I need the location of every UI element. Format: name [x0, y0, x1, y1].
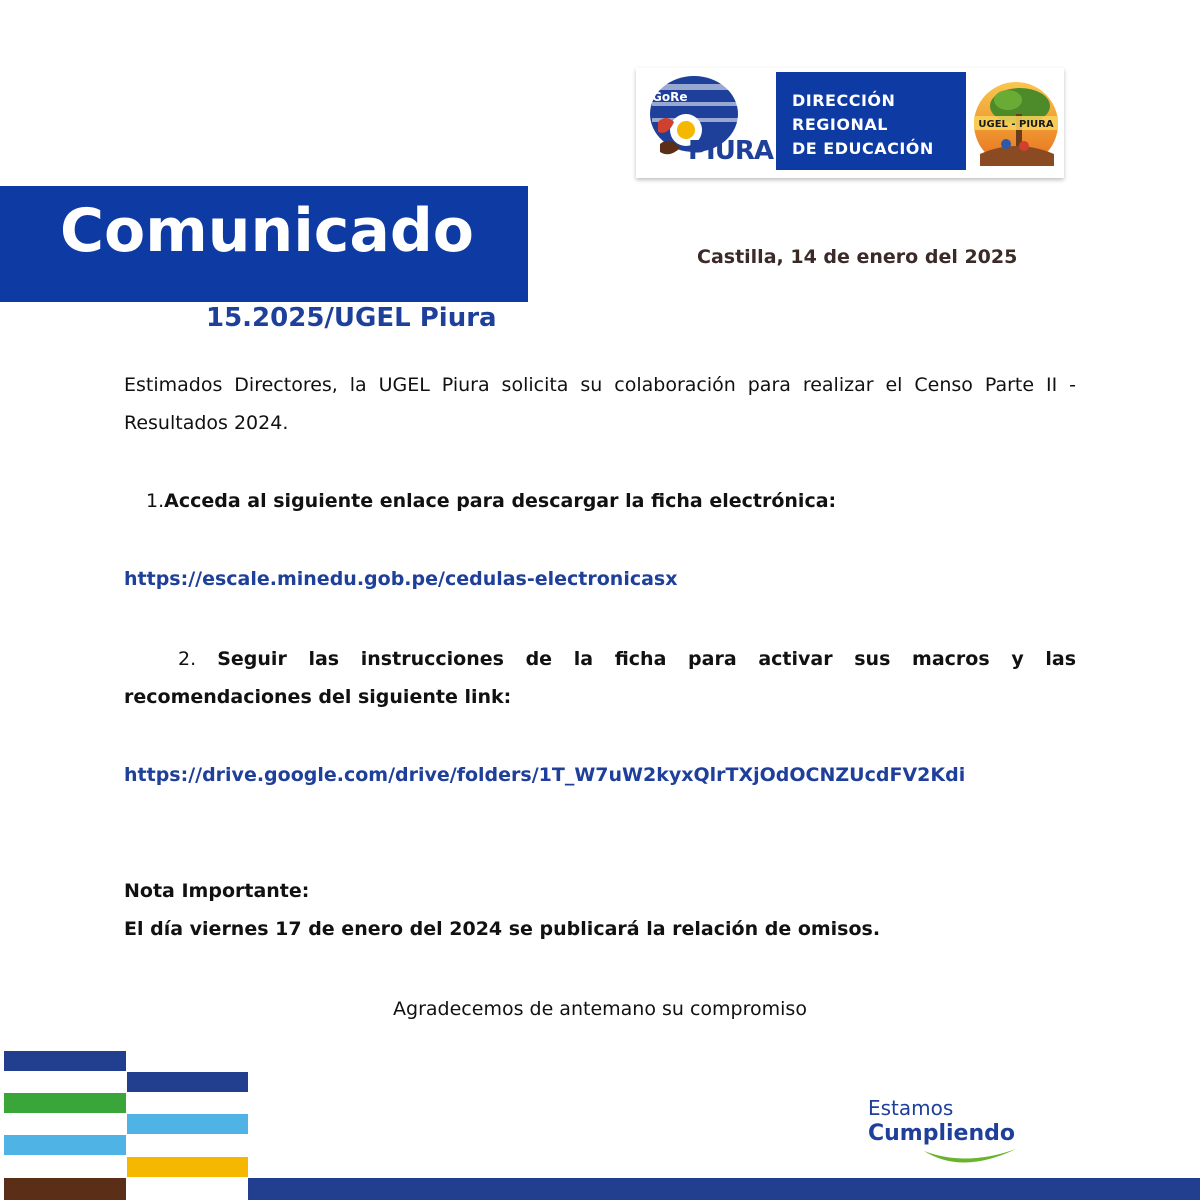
- note-text: El día viernes 17 de enero del 2024 se publicará la relación de omisos.: [124, 918, 881, 940]
- step-1-text: Acceda al siguiente enlace para descargar la ficha electrónica:: [164, 490, 837, 512]
- slogan-line-1: Estamos: [868, 1096, 954, 1120]
- dre-line-3: DE EDUCACIÓN: [792, 139, 934, 158]
- deco-bar-lightblue-2: [4, 1135, 126, 1155]
- footer-line: [248, 1178, 1200, 1200]
- deco-bar-yellow: [127, 1157, 248, 1177]
- ugel-logo-text: UGEL - PIURA: [978, 119, 1054, 130]
- slogan-swoosh-icon: [922, 1145, 1018, 1171]
- header-logo-strip: [636, 68, 1064, 178]
- slogan-line-2: Cumpliendo: [868, 1121, 1016, 1146]
- escale-link[interactable]: https://escale.minedu.gob.pe/cedulas-electronicasx: [124, 568, 678, 590]
- step-2-text: Seguir las instrucciones de la ficha para activar sus macros y las recomendaciones del siguiente link:: [124, 648, 1077, 708]
- gore-logo-small-text: GoRe: [652, 90, 688, 104]
- communique-number: 15.2025/UGEL Piura: [206, 303, 497, 333]
- link-1-row: [124, 560, 1076, 598]
- deco-bar-brown: [4, 1178, 126, 1200]
- thanks-line: Agradecemos de antemano su compromiso: [393, 998, 807, 1020]
- deco-bar-lightblue-1: [127, 1114, 248, 1134]
- drive-link[interactable]: https://drive.google.com/drive/folders/1T_W7uW2kyxQlrTXjOdOCNZUcdFV2Kdi: [124, 764, 966, 786]
- dre-line-2: REGIONAL: [792, 115, 888, 134]
- important-note: [124, 872, 1076, 948]
- deco-bar-blue-1: [4, 1051, 126, 1071]
- intro-paragraph: Estimados Directores, la UGEL Piura solicita su colaboración para realizar el Censo Parte II - Resultados 2024.: [124, 374, 1076, 434]
- dre-line-1: DIRECCIÓN: [792, 91, 896, 110]
- note-title: Nota Importante:: [124, 880, 310, 902]
- page-title: Comunicado: [60, 196, 474, 266]
- link-2-row: [124, 756, 1064, 794]
- date-line: Castilla, 14 de enero del 2025: [697, 246, 1018, 268]
- step-1: [124, 482, 1076, 520]
- ugel-piura-logo: [970, 74, 1062, 172]
- gore-logo-text: PIURA: [688, 136, 773, 166]
- step-2-number: 2.: [178, 648, 197, 670]
- step-1-number: 1.: [146, 490, 165, 512]
- dre-box: [776, 72, 966, 170]
- deco-bar-green: [4, 1093, 126, 1113]
- step-2: [124, 640, 1076, 716]
- deco-bar-blue-2: [127, 1072, 248, 1092]
